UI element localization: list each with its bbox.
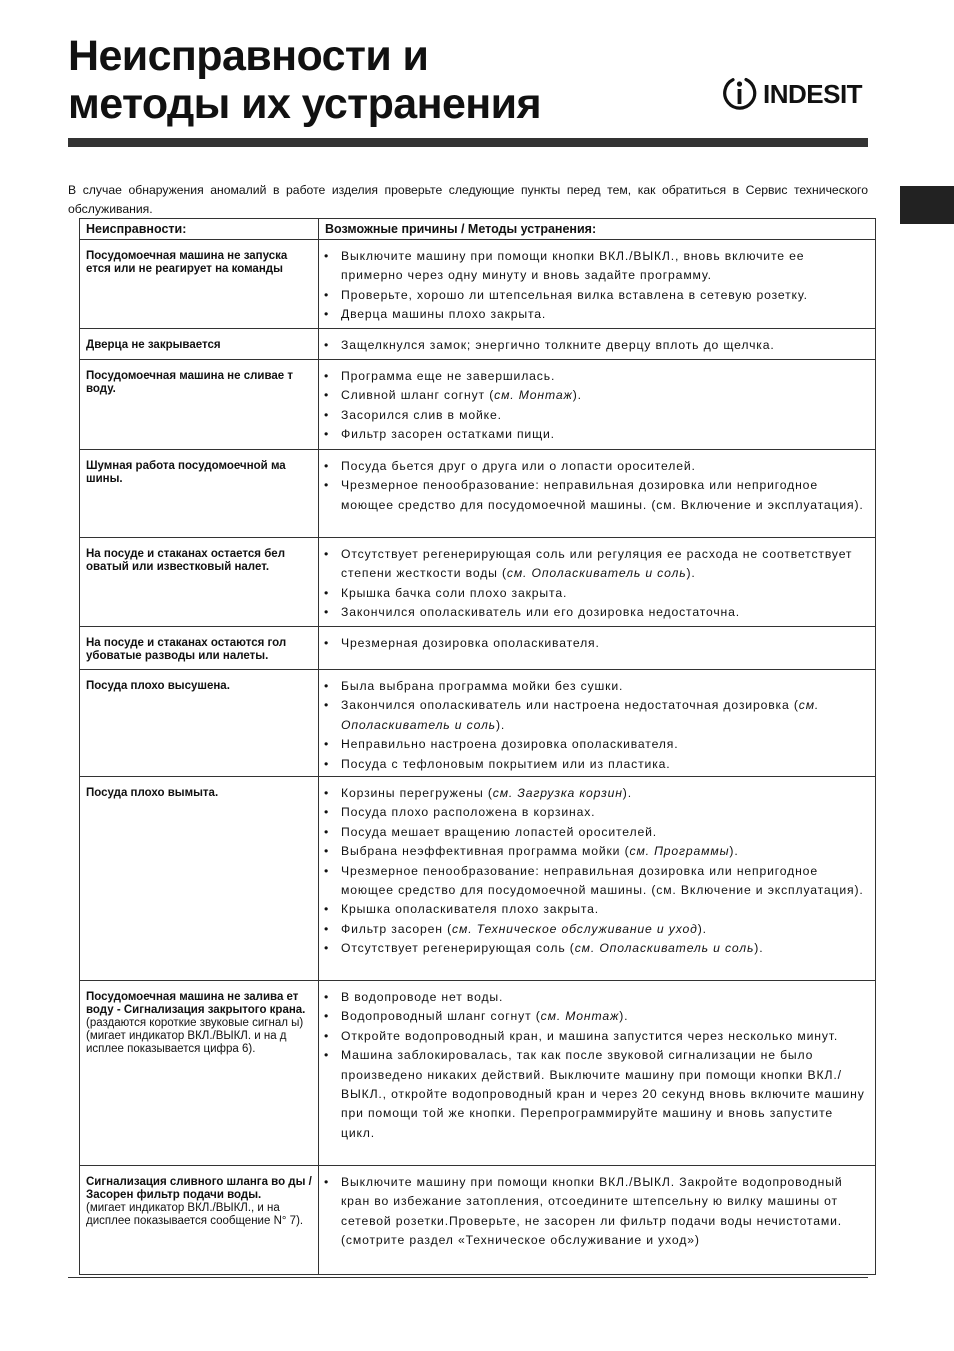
remedy-reference: см. Монтаж [494,388,573,403]
remedy-item [324,735,867,754]
remedy-text: Защелкнулся замок; энергично толкните дверцу вплоть до щелчка. [341,338,775,352]
fault-cell [80,777,319,981]
remedy-list [324,677,867,774]
remedy-text: Сливной шланг согнут ( [341,388,495,403]
remedy-cell [319,538,876,627]
remedy-item [324,677,867,696]
table-row [80,450,876,538]
fault-title: Сигнализация сливного шланга во ды / Засорен фильтр подачи воды. [86,1176,312,1201]
remedy-text-end: ). [622,786,632,800]
remedy-item [324,784,867,803]
remedy-item [324,584,867,603]
remedy-cell [319,450,876,538]
remedy-text: Посуда мешает вращению лопастей оросителей. [341,824,658,839]
remedy-list [324,367,867,445]
remedy-list [324,634,867,653]
remedy-list [324,1173,867,1251]
indesit-logo-icon [722,75,758,113]
fault-title: Посудомоечная машина не сливае т воду. [86,370,294,395]
remedy-text: Фильтр засорен ( [341,921,453,936]
remedy-text: Неправильно настроена дозировка ополаскивателя. [341,737,679,752]
table-row [80,670,876,777]
remedy-item [324,696,867,735]
footer-divider [68,1277,868,1278]
remedy-text: Водопроводный шланг согнут ( [341,1009,541,1024]
page-title: Неисправности и методы их устранения [68,32,541,128]
table-body [80,240,876,1275]
remedy-text: Фильтр засорен остатками пищи. [341,427,555,442]
remedy-list [324,545,867,623]
remedy-text: Проверьте, хорошо ли штепсельная вилка вставлена в сетевую розетку. [341,287,808,302]
remedy-item [324,603,867,622]
remedy-text: Выключите машину при помощи кнопки ВКЛ./ВЫКЛ., вновь включите ее примерно через одну минуту и вновь задайте программу. [341,249,805,283]
remedy-text: Выключите машину при помощи кнопки ВКЛ./ВЫКЛ. Закройте водопроводный кран во избежание затопления, отсоедините штепсельну ю вилку машины от сетевой розетки.Проверьте, не засорен ли фильтр подачи воды нечистотами. (смотрите раздел «Техническое обслуживание и уход») [341,1175,843,1248]
remedy-text: Программа еще не завершилась. [341,369,556,383]
remedy-reference: см. Загрузка корзин [492,786,623,800]
table-row [80,981,876,1166]
brand-name: INDESIT [763,78,863,109]
remedy-item [324,634,867,653]
remedy-text: Корзины перегружены ( [341,786,493,800]
remedy-text-end: ). [495,717,506,732]
remedy-item [324,1027,867,1046]
fault-title: Дверца не закрывается [86,339,221,351]
remedy-item [324,862,867,901]
remedy-text: Посуда с тефлоновым покрытием или из пластика. [341,756,671,771]
remedy-item [324,425,867,444]
remedy-cell [319,981,876,1166]
fault-title: На посуде и стаканах остаются гол убоватые разводы или налеты. [86,637,287,662]
remedy-reference: см. Ополаскиватель и соль [341,698,820,732]
column-header-fault: Неисправности: [80,219,319,240]
remedy-reference: см. Ополаскиватель и соль [506,566,687,581]
remedy-reference: см. Ополаскиватель и соль [574,941,755,956]
remedy-item [324,1007,867,1026]
remedy-item [324,939,867,958]
fault-cell [80,329,319,360]
remedy-item [324,367,867,386]
remedy-list [324,457,867,515]
fault-title: Посуда плохо высушена. [86,680,230,692]
fault-cell [80,240,319,329]
remedy-item [324,476,867,515]
remedy-item [324,842,867,861]
fault-cell [80,450,319,538]
remedy-item [324,336,867,355]
remedy-text-end: ). [697,921,707,936]
table-row [80,777,876,981]
remedy-item [324,823,867,842]
remedy-item [324,286,867,305]
remedy-item [324,457,867,476]
remedy-cell [319,670,876,777]
remedy-text: Крышка ополаскивателя плохо закрыта. [341,902,600,917]
remedy-text: Машина заблокировалась, так как после звуковой сигнализации не было произведено никаких действий. Выключите машину при помощи кнопки ВКЛ./ВЫКЛ., откройте водопроводный кран и через 20 секунд вновь включите машину при помощи той же кнопки. Перепрограммируйте машину и вновь запустите цикл. [341,1048,865,1140]
remedy-reference: см. Техническое обслуживание и уход [452,921,698,936]
remedy-item [324,920,867,939]
remedy-reference: см. Программы [629,844,730,859]
remedy-text: Откройте водопроводный кран, и машина запустится через несколько минут. [341,1028,839,1043]
remedy-list [324,988,867,1143]
remedy-text: Чрезмерное пенообразование: неправильная дозировка или непригодное моющее средство для посудомоечной машины. (см. Включение и эксплуатация). [341,863,864,898]
remedy-cell [319,240,876,329]
remedy-list [324,336,867,355]
fault-cell [80,670,319,777]
remedy-text: Закончился ополаскиватель или его дозировка недостаточна. [341,605,740,620]
fault-note: (раздаются короткие звуковые сигнал ы) (мигает индикатор ВКЛ./ВЫКЛ. и на д исплее показывается цифра 6). [86,1017,304,1055]
remedy-cell [319,1166,876,1275]
table-row [80,329,876,360]
remedy-item [324,305,867,324]
brand-logo [722,74,862,114]
remedy-cell [319,777,876,981]
remedy-item [324,988,867,1007]
remedy-text: Дверца машины плохо закрыта. [341,307,547,322]
remedy-text: В водопроводе нет воды. [341,990,504,1004]
remedy-list [324,247,867,325]
fault-title: На посуде и стаканах остается бел оватый или известковый налет. [86,548,286,573]
table-header-row [80,219,876,240]
remedy-text: Отсутствует регенерирующая соль или регуляция ее расхода не соответствует степени жесткости воды ( [341,547,853,581]
troubleshooting-table [79,218,876,1275]
remedy-text: Отсутствует регенерирующая соль ( [341,941,575,956]
fault-title: Посудомоечная машина не залива ет воду - Сигнализация закрытого крана. [86,991,306,1016]
remedy-item [324,900,867,919]
remedy-cell [319,627,876,670]
fault-note: (мигает индикатор ВКЛ./ВЫКЛ., и на дисплее показывается сообщение N° 7). [86,1202,304,1227]
remedy-list [324,784,867,959]
remedy-reference: см. Монтаж [540,1009,620,1024]
remedy-cell [319,360,876,450]
table-row [80,538,876,627]
table-row [80,627,876,670]
remedy-text: Посуда бьется друг о друга или о лопасти оросителей. [341,459,696,473]
fault-cell [80,627,319,670]
language-tab-marker [900,186,954,224]
remedy-item [324,386,867,405]
fault-cell [80,360,319,450]
fault-title: Шумная работа посудомоечной ма шины. [86,460,286,485]
remedy-text-end: ). [619,1009,629,1024]
fault-cell [80,1166,319,1275]
remedy-item [324,1046,867,1143]
remedy-text-end: ). [572,388,582,403]
column-header-remedy: Возможные причины / Методы устранения: [319,219,876,240]
remedy-item [324,406,867,425]
remedy-text: Чрезмерное пенообразование: неправильная дозировка или непригодное моющее средство для посудомоечной машины. (см. Включение и эксплуатация). [341,478,864,512]
remedy-item [324,755,867,774]
remedy-text: Закончился ополаскиватель или настроена недостаточная дозировка ( [341,698,799,713]
remedy-item [324,247,867,286]
table-row [80,1166,876,1275]
remedy-text: Чрезмерная дозировка ополаскивателя. [341,636,600,650]
remedy-text: Была выбрана программа мойки без сушки. [341,679,624,693]
remedy-text: Засорился слив в мойке. [341,407,502,422]
fault-cell [80,538,319,627]
remedy-item [324,545,867,584]
intro-text: В случае обнаружения аномалий в работе изделия проверьте следующие пункты перед тем, как обратиться в Сервис технического обслуживания. [68,183,868,216]
fault-cell [80,981,319,1166]
remedy-item [324,803,867,822]
header-divider [68,138,868,147]
remedy-text-end: ). [729,844,739,859]
remedy-text: Выбрана неэффективная программа мойки ( [341,844,630,859]
remedy-text: Крышка бачка соли плохо закрыта. [341,585,568,600]
fault-title: Посудомоечная машина не запуска ется или не реагирует на команды [86,250,288,275]
remedy-cell [319,329,876,360]
table-row [80,240,876,329]
remedy-text-end: ). [686,566,696,581]
table-row [80,360,876,450]
fault-title: Посуда плохо вымыта. [86,787,219,799]
remedy-text: Посуда плохо расположена в корзинах. [341,805,596,820]
remedy-item [324,1173,867,1251]
remedy-text-end: ). [754,941,764,956]
